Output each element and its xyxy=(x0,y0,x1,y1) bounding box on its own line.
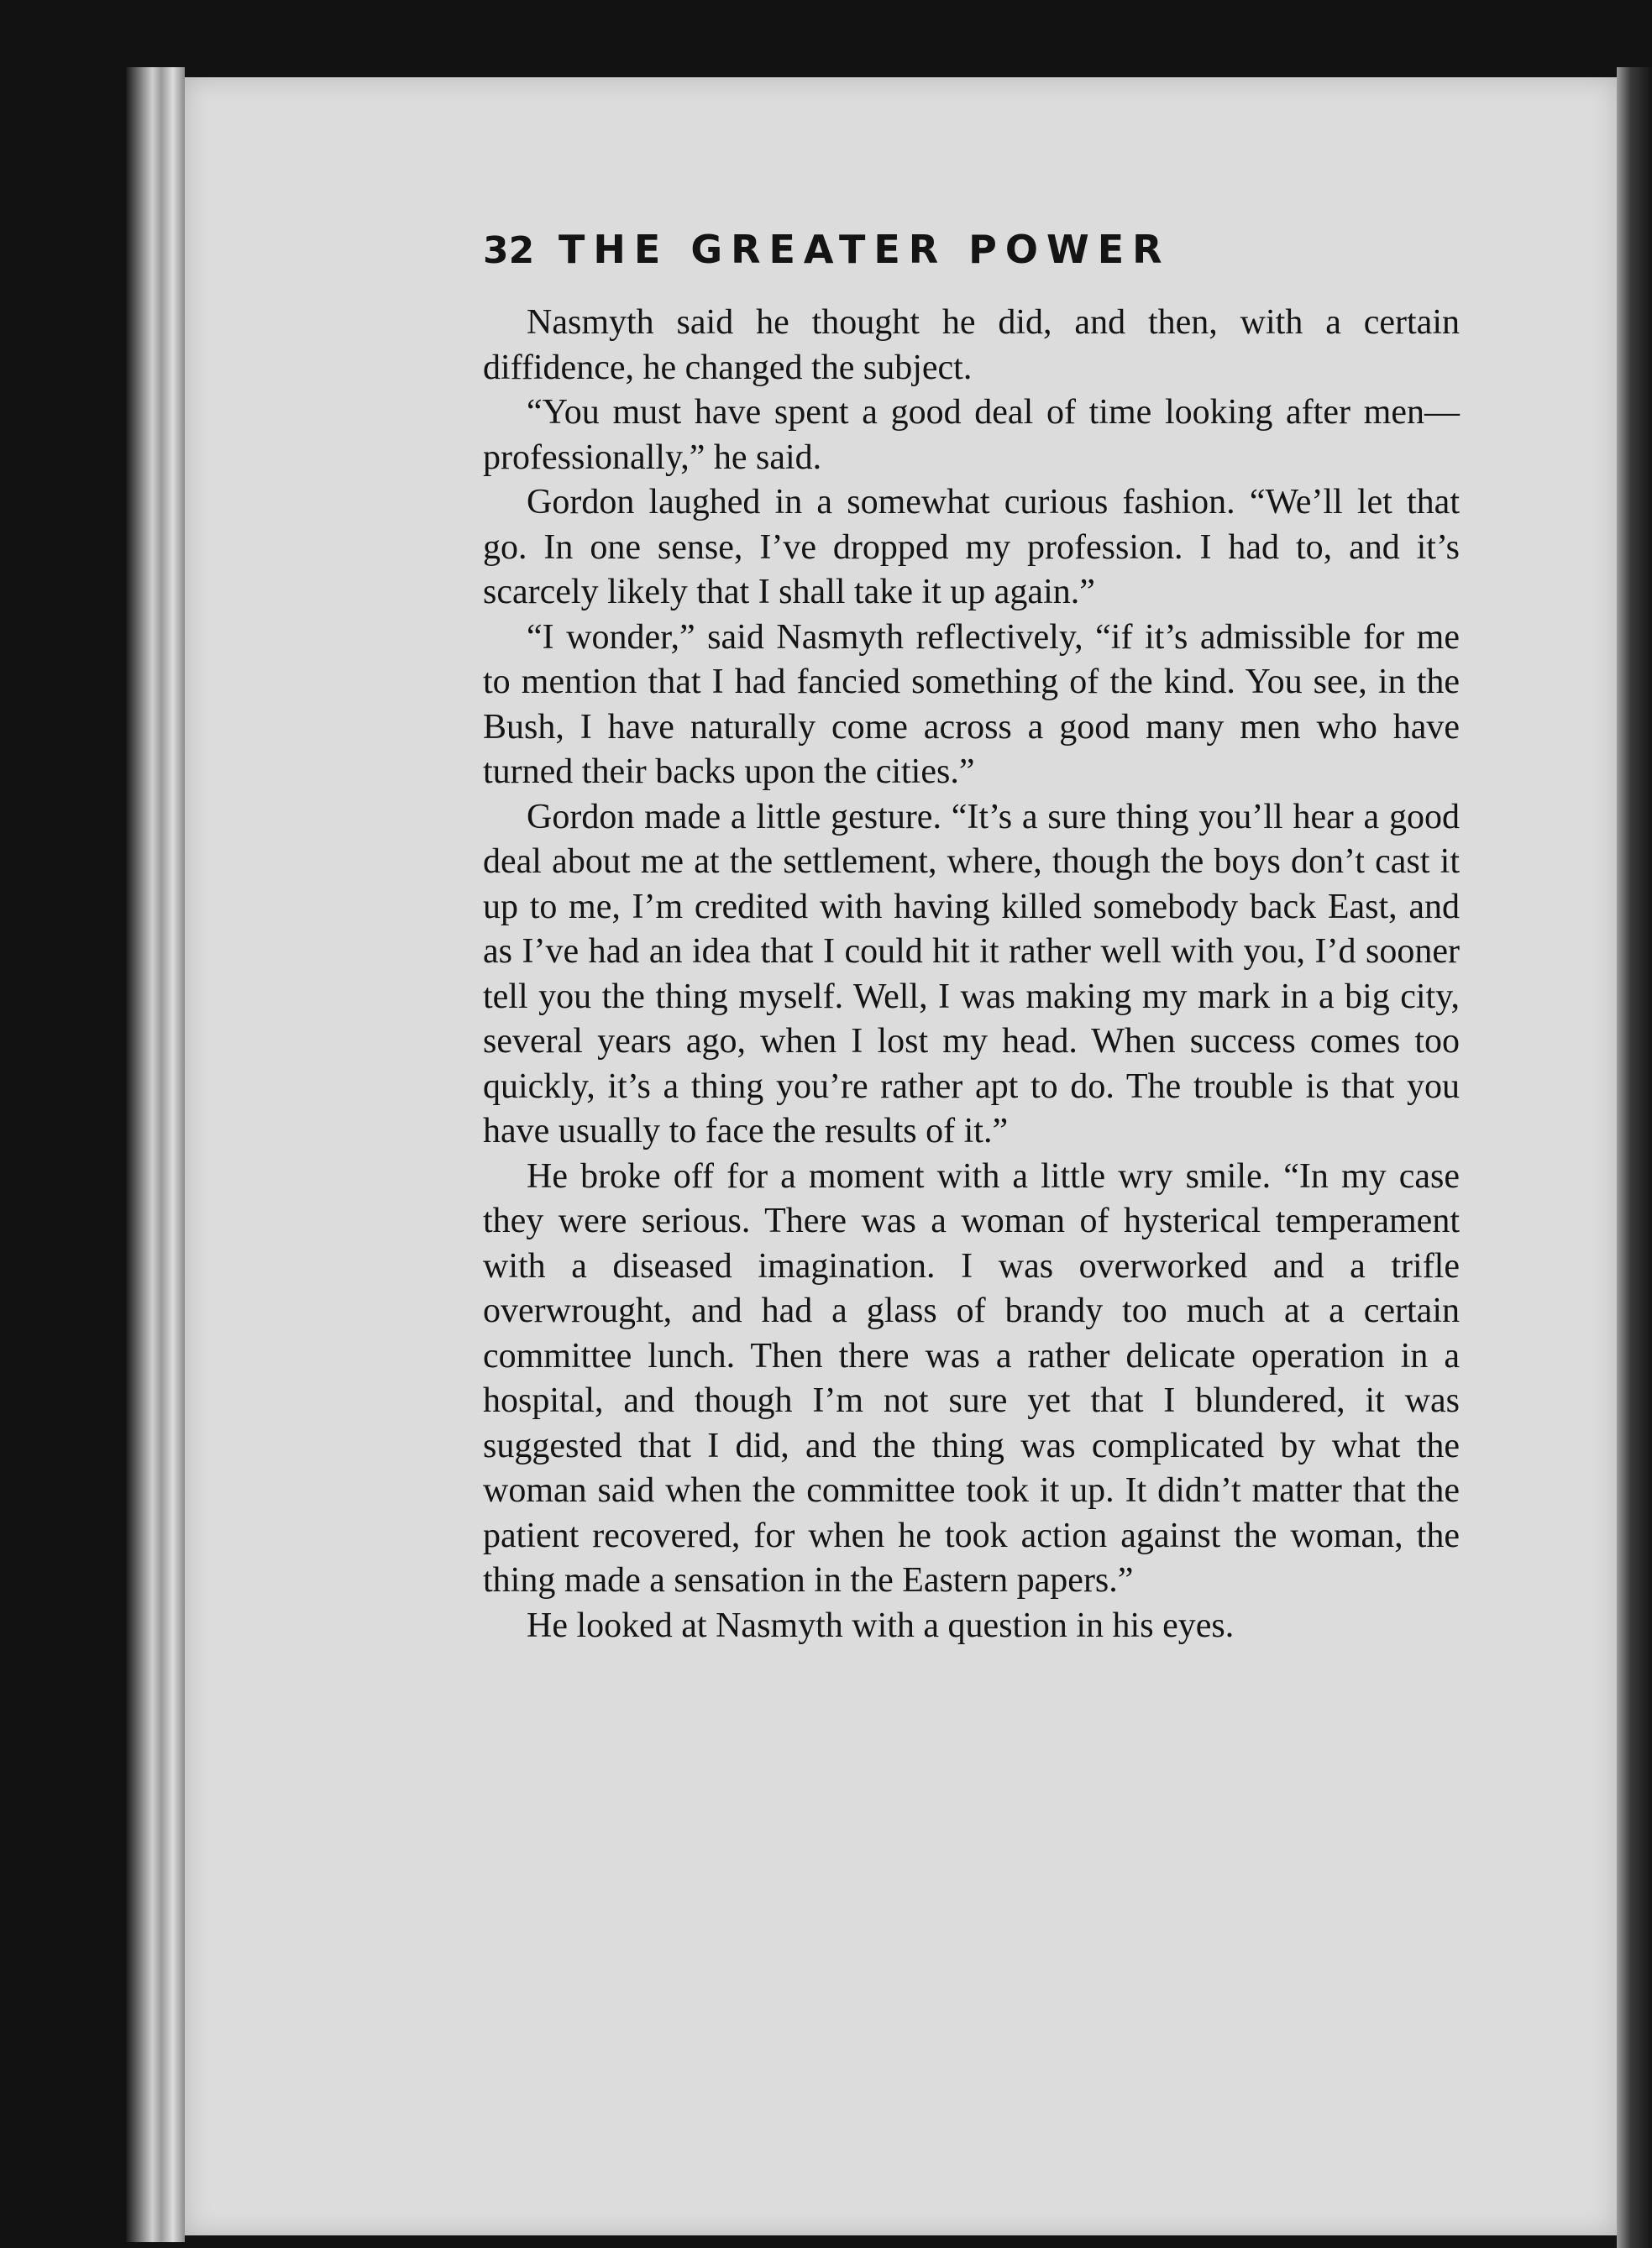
paragraph: He broke off for a moment with a little wry smile. “In my case they were serious. There was a woman of hysterical temperament with a diseased imagination. I was overworked and a trifle overwrought, and had a glass of brandy too much at a certain committee lunch. Then there was a rather delicate operation in a hospital, and though I’m not sure yet that I blundered, it was suggested that I did, and the thing was complicated by what the woman said when the committee took it up. It didn’t matter that the patient recovered, for when he took action against the woman, the thing made a sensation in the Eastern papers.” xyxy=(483,1156,1460,1600)
running-head xyxy=(483,227,1460,294)
paragraph: Gordon made a little gesture. “It’s a sure thing you’ll hear a good deal about me at the settlement, where, though the boys don’t cast it up to me, I’m credited with having killed somebody back East, and as I’ve had an idea that I could hit it rather well with you, I’d sooner tell you the thing myself. Well, I was making my mark in a big city, several years ago, when I lost my head. When success comes too quickly, it’s a thing you’re rather apt to do. The trouble is that you have usually to face the results of it.” xyxy=(483,797,1460,1150)
running-title: THE GREATER POWER xyxy=(559,227,1171,272)
paragraph: Gordon laughed in a somewhat curious fashion. “We’ll let that go. In one sense, I’ve dropped my profession. I had to, and it’s scarcely likely that I shall take it up again.” xyxy=(483,483,1460,611)
paragraph: “I wonder,” said Nasmyth reflectively, “if it’s admissible for me to mention that I had fancied something of the kind. You see, in the Bush, I have naturally come across a good many men who have turned their backs upon the cities.” xyxy=(483,617,1460,791)
paragraph: “You must have spent a good deal of time looking after men—professionally,” he said. xyxy=(483,393,1460,477)
book-spine-edge xyxy=(126,67,185,2242)
page-number: 32 xyxy=(483,229,535,272)
page-right-edge xyxy=(1617,67,1652,2248)
paragraph: He looked at Nasmyth with a question in his eyes. xyxy=(527,1606,1235,1645)
paragraph: Nasmyth said he thought he did, and then, with a certain diffidence, he changed the subject. xyxy=(483,303,1460,387)
text-block xyxy=(483,227,1460,1648)
